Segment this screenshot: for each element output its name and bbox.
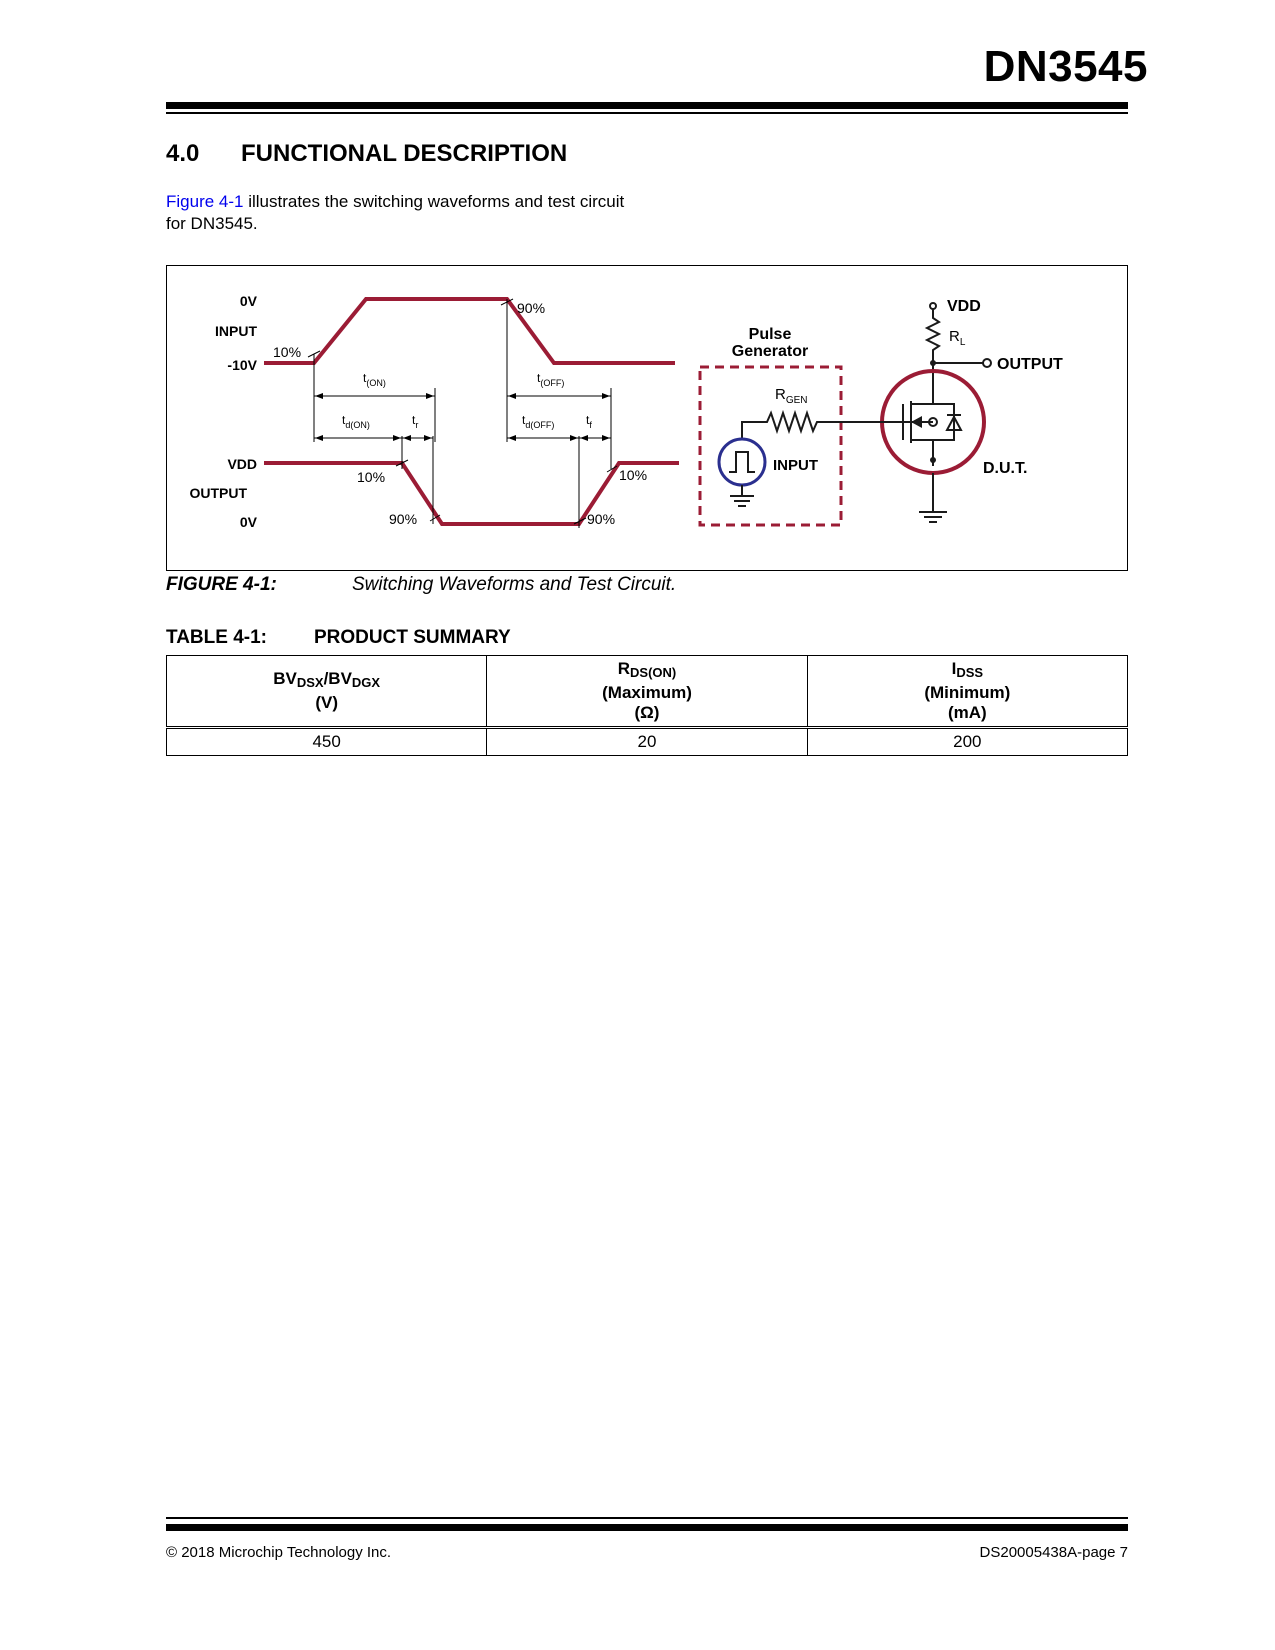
pulse-source-icon: [719, 439, 765, 485]
generator-input-label: INPUT: [773, 457, 818, 474]
input-waveform: [264, 299, 675, 363]
figure-caption-label: FIGURE 4-1:: [166, 574, 277, 595]
figure-link[interactable]: Figure 4-1: [166, 192, 244, 211]
output-waveform: [264, 463, 679, 524]
table-caption-label: TABLE 4-1:: [166, 627, 267, 648]
header-idss: $I_{DSS}$ (Minimum) (mA): [807, 656, 1127, 728]
document-part-number: DN3545: [983, 42, 1148, 91]
pulse-symbol-icon: [729, 452, 755, 472]
mosfet-arrow-icon: [911, 416, 922, 428]
label-td-on: $t_{d(ON)}$: [342, 413, 370, 430]
footer-rule-thin: [166, 1517, 1128, 1519]
label-output: OUTPUT: [189, 485, 247, 501]
label-tr: $t_r$: [412, 413, 419, 430]
cell-bv: 450: [167, 728, 487, 756]
figure-caption: [166, 574, 676, 596]
footer-copyright: © 2018 Microchip Technology Inc.: [166, 1544, 392, 1561]
label-input-0v: 0V: [239, 293, 257, 309]
output-terminal: [983, 359, 991, 367]
section-number: 4.0: [166, 140, 200, 167]
label-td-off: $t_{d(OFF)}$: [522, 413, 555, 430]
intro-paragraph: [166, 191, 636, 235]
rgen-resistor: [742, 413, 929, 439]
timing-markers: [308, 299, 617, 528]
header-rule-thin: [166, 112, 1128, 114]
cell-idss: 200: [807, 728, 1127, 756]
pct-10-input: 10%: [273, 344, 302, 360]
rl-label: $R_L$: [949, 328, 966, 348]
section-title: FUNCTIONAL DESCRIPTION: [241, 140, 568, 167]
rgen-label: $R_{GEN}$: [775, 386, 808, 406]
dut-label: D.U.T.: [983, 460, 1028, 477]
figure-caption-text: Switching Waveforms and Test Circuit.: [352, 574, 677, 595]
table-row: [167, 728, 1128, 756]
footer-rule-thick: [166, 1524, 1128, 1531]
circuit-output-label: OUTPUT: [997, 356, 1063, 373]
drain-node: [930, 360, 936, 366]
label-input-neg10v: -10V: [227, 357, 257, 373]
vdd-node: [930, 303, 936, 309]
pct-90-output-rise: 90%: [587, 511, 616, 527]
table-header-row: [167, 656, 1128, 728]
intro-text: illustrates the switching waveforms and test circuit for DN3545.: [166, 192, 625, 233]
pct-10-output-rise: 10%: [619, 467, 648, 483]
label-tf: $t_f$: [586, 413, 592, 430]
label-output-0v: 0V: [239, 514, 257, 530]
pulse-generator-box: [700, 367, 841, 525]
pulse-generator-line1: Pulse: [748, 326, 792, 343]
dut-ground-icon: [919, 473, 947, 522]
load-resistor: [927, 309, 939, 378]
arrowheads: [315, 393, 610, 441]
header-rds-on: $R_{DS(ON)}$ (Maximum) (Ω): [487, 656, 807, 728]
switching-diagram: [167, 266, 1127, 570]
pct-10-output-fall: 10%: [357, 469, 386, 485]
source-ground-icon: [730, 485, 754, 506]
label-output-vdd: VDD: [227, 456, 257, 472]
table-caption-title: PRODUCT SUMMARY: [314, 627, 511, 648]
pulse-generator-line2: Generator: [731, 343, 809, 360]
footer-page-number: DS20005438A-page 7: [979, 1544, 1128, 1561]
table-caption: [166, 627, 511, 649]
header-bv: $BV_{DSX}/BV_{DGX}$ (V): [167, 656, 487, 728]
vdd-label: VDD: [947, 298, 981, 315]
label-t-on: $t_{(ON)}$: [363, 371, 386, 388]
pct-90-output-fall: 90%: [389, 511, 418, 527]
label-t-off: $t_{(OFF)}$: [537, 371, 565, 388]
cell-rds-on: 20: [487, 728, 807, 756]
source-node: [930, 457, 936, 463]
product-summary-table: [166, 655, 1128, 756]
pct-90-input: 90%: [517, 300, 546, 316]
figure-box: [166, 265, 1128, 571]
section-heading: [166, 140, 567, 168]
header-rule-thick: [166, 102, 1128, 109]
label-input: INPUT: [215, 323, 257, 339]
